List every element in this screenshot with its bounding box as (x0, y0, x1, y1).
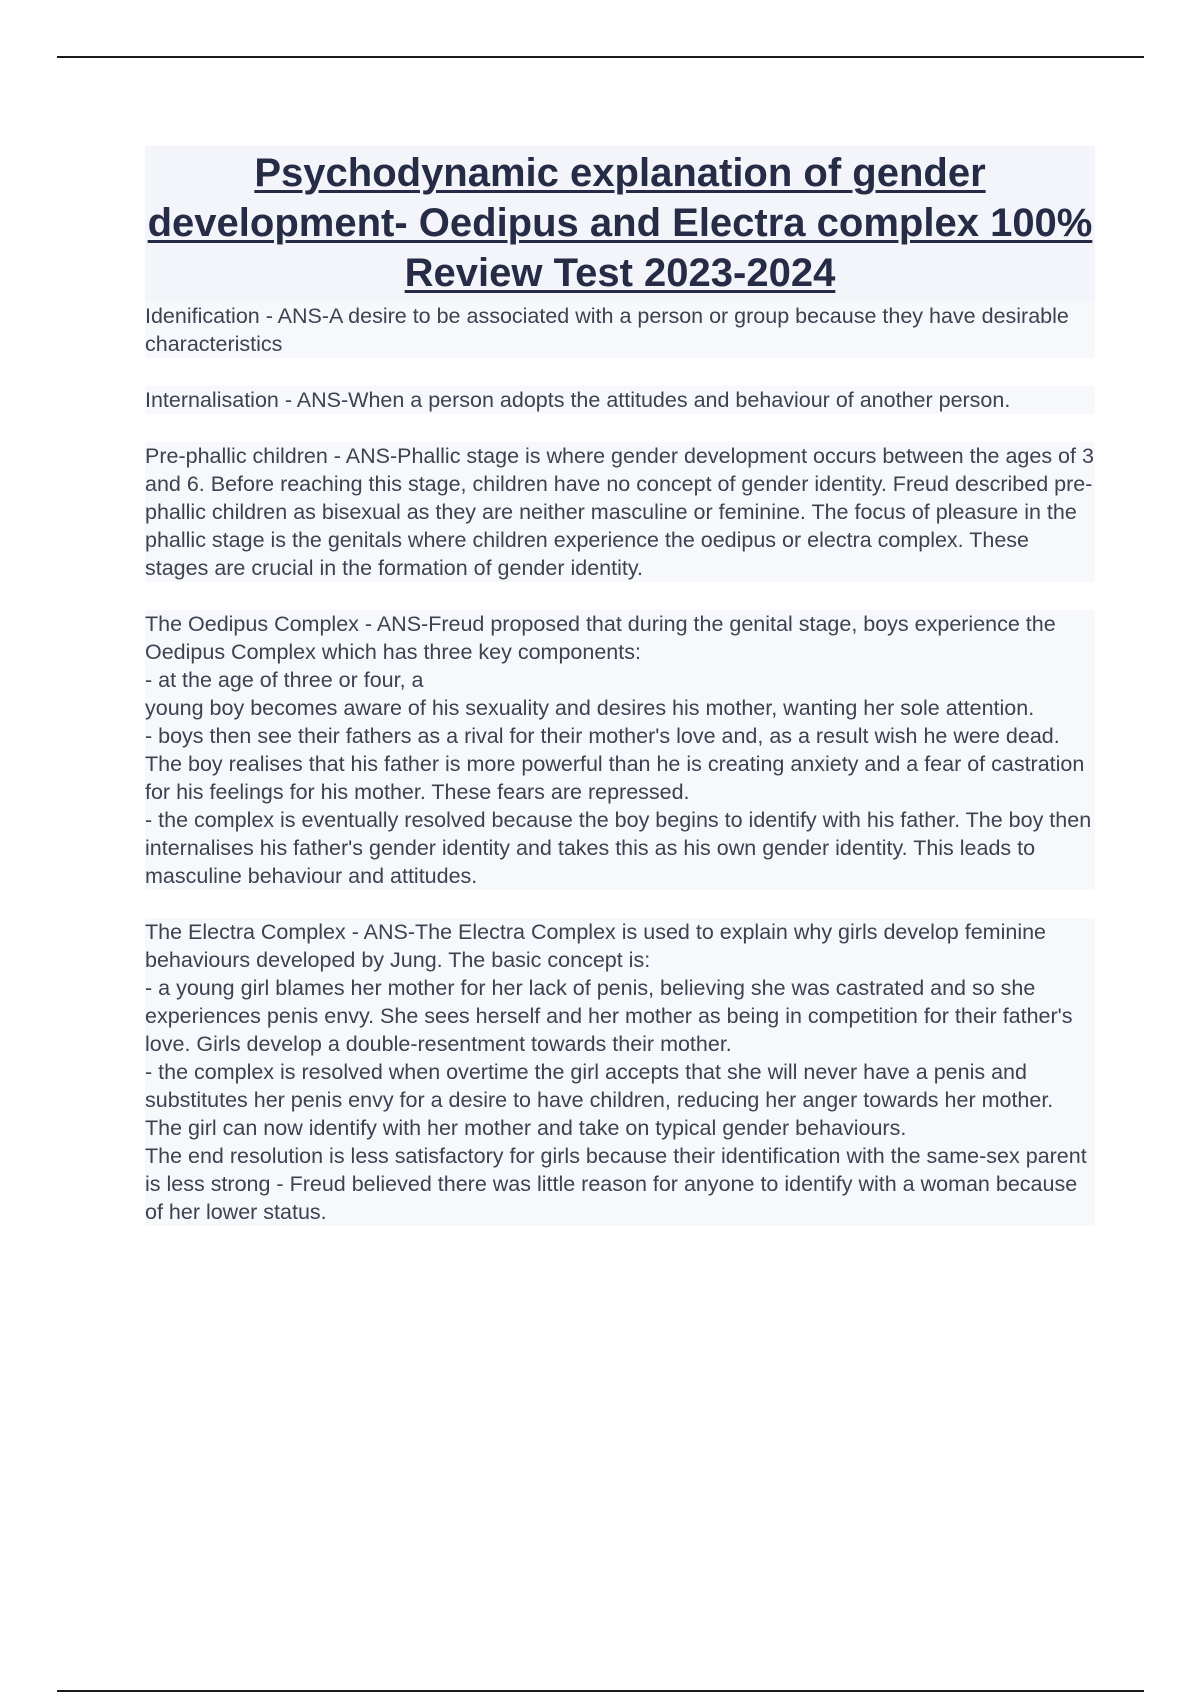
document-title: Psychodynamic explanation of gender development- Oedipus and Electra complex 100% Review Test 2023-2024 (145, 146, 1095, 302)
entry-electra-complex: The Electra Complex - ANS-The Electra Complex is used to explain why girls develop feminine behaviours developed by Jung. The basic concept is: - a young girl blames her mother for her lack of penis, believing she was castrated and so she experiences penis envy. She sees herself and her mother as being in competition for their father's love. Girls develop a double-resentment towards their mother. - the complex is resolved when overtime the girl accepts that she will never have a penis and substitutes her penis envy for a desire to have children, reducing her anger towards her mother. The girl can now identify with her mother and take on typical gender behaviours. The end resolution is less satisfactory for girls because their identification with the same-sex parent is less strong - Freud believed there was little reason for anyone to identify with a woman because of her lower status. (145, 918, 1095, 1226)
qa-entries (145, 302, 1095, 1226)
entry-identification: Idenification - ANS-A desire to be associated with a person or group because they have desirable characteristics (145, 302, 1095, 358)
document-body (145, 146, 1095, 1226)
entry-internalisation: Internalisation - ANS-When a person adopts the attitudes and behaviour of another person. (145, 386, 1095, 414)
top-divider (57, 56, 1144, 58)
entry-oedipus-complex: The Oedipus Complex - ANS-Freud proposed that during the genital stage, boys experience the Oedipus Complex which has three key components: - at the age of three or four, a young boy becomes aware of his sexuality and desires his mother, wanting her sole attention. - boys then see their fathers as a rival for their mother's love and, as a result wish he were dead. The boy realises that his father is more powerful than he is creating anxiety and a fear of castration for his feelings for his mother. These fears are repressed. - the complex is eventually resolved because the boy begins to identify with his father. The boy then internalises his father's gender identity and takes this as his own gender identity. This leads to masculine behaviour and attitudes. (145, 610, 1095, 890)
bottom-divider (57, 1690, 1144, 1692)
entry-pre-phallic-children: Pre-phallic children - ANS-Phallic stage is where gender development occurs between the ages of 3 and 6. Before reaching this stage, children have no concept of gender identity. Freud described pre-phallic children as bisexual as they are neither masculine or feminine. The focus of pleasure in the phallic stage is the genitals where children experience the oedipus or electra complex. These stages are crucial in the formation of gender identity. (145, 444, 1094, 580)
